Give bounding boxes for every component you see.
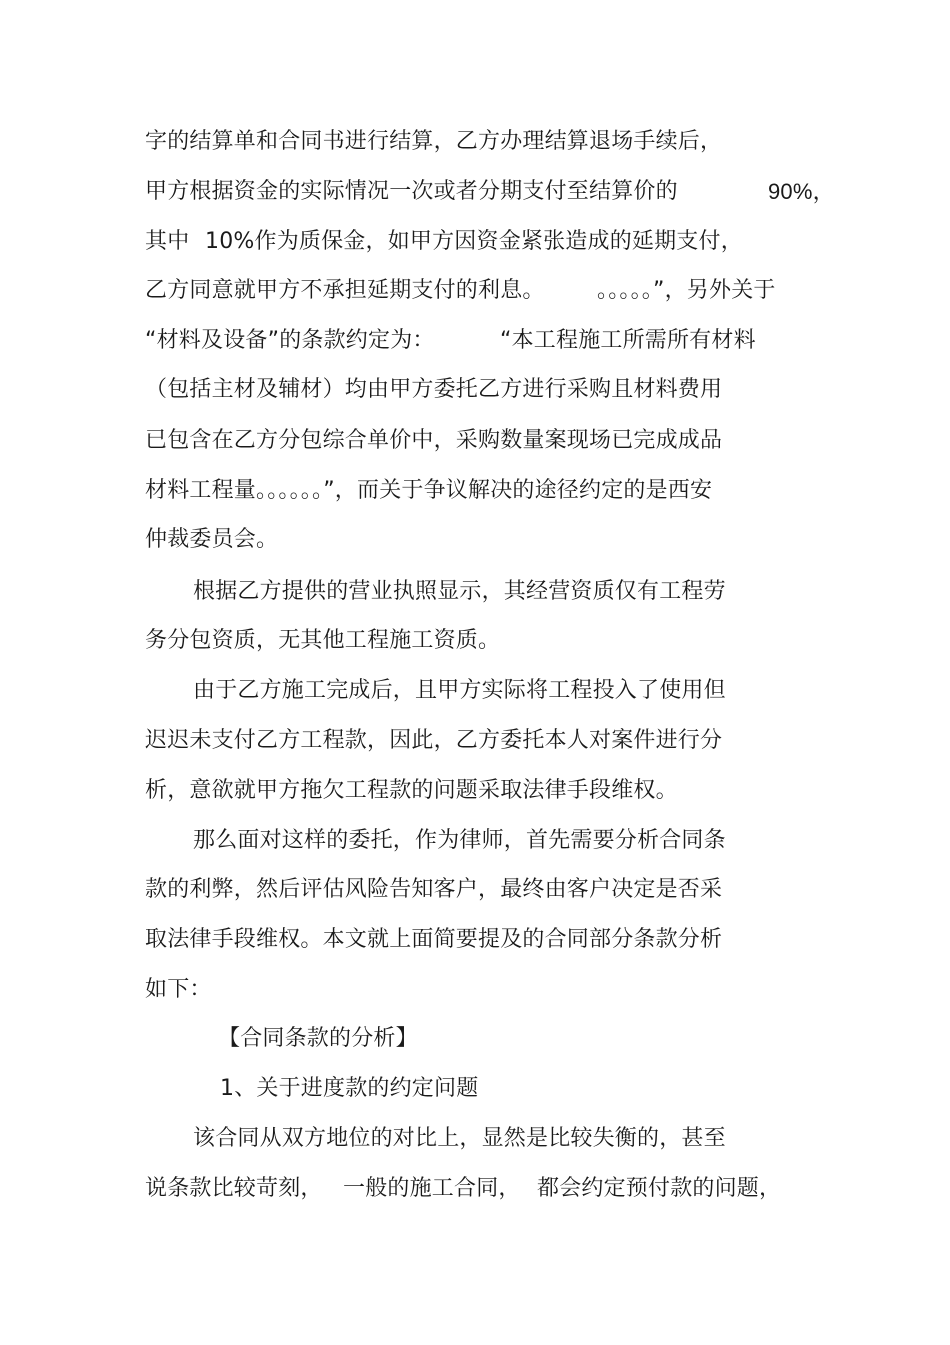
- text-segment: 务分包资质，无其他工程施工资质。: [145, 628, 501, 653]
- text-segment: 已包含在乙方分包综合单价中，采购数量案现场已完成成品: [145, 428, 723, 453]
- text-segment: 由于乙方施工完成后，且甲方实际将工程投入了使用但: [193, 678, 726, 703]
- text-segment: 说条款比较苛刻，: [145, 1176, 323, 1201]
- text-segment: （包括主材及辅材）均由甲方委托乙方进行采购且材料费用: [145, 377, 723, 402]
- section-heading-text: 【合同条款的分析】: [218, 1026, 418, 1051]
- text-segment: 款的利弊，然后评估风险告知客户，最终由客户决定是否采: [145, 877, 723, 902]
- text-segment: 甲方根据资金的实际情况一次或者分期支付至结算价的: [145, 179, 678, 204]
- text-segment: 如下：: [145, 977, 212, 1002]
- text-segment: 那么面对这样的委托，作为律师，首先需要分析合同条: [193, 828, 726, 853]
- text-segment: 其中: [145, 229, 190, 254]
- text-segment: 材料工程量。。。。。。”，而关于争议解决的途径约定的是西安: [145, 478, 713, 503]
- text-segment: 字的结算单和合同书进行结算，乙方办理结算退场手续后，: [145, 129, 723, 154]
- text-segment: 根据乙方提供的营业执照显示，其经营资质仅有工程劳: [193, 579, 726, 604]
- text-line: [145, 172, 835, 212]
- subsection-heading-text: 1、关于进度款的约定问题: [220, 1076, 479, 1101]
- text-segment: 仲裁委员会。: [145, 527, 279, 552]
- text-segment: 迟迟未支付乙方工程款，因此，乙方委托本人对案件进行分: [145, 728, 723, 753]
- text-segment: 。。。。。”，另外关于: [597, 278, 776, 303]
- text-segment: 90%，: [768, 179, 835, 204]
- text-segment: 析，意欲就甲方拖欠工程款的问题采取法律手段维权。: [145, 778, 678, 803]
- text-segment: “材料及设备”的条款约定为：: [145, 328, 435, 353]
- text-segment: 一般的施工合同，: [343, 1176, 521, 1201]
- text-segment: 乙方同意就甲方不承担延期支付的利息。: [145, 278, 545, 303]
- text-segment: 该合同从双方地位的对比上，显然是比较失衡的，甚至: [193, 1126, 726, 1151]
- text-segment: 10%作为质保金，如甲方因资金紧张造成的延期支付，: [205, 229, 743, 254]
- text-segment: 都会约定预付款的问题，: [537, 1176, 782, 1201]
- text-segment: 取法律手段维权。本文就上面简要提及的合同部分条款分析: [145, 927, 723, 952]
- text-segment: “本工程施工所需所有材料: [500, 328, 756, 353]
